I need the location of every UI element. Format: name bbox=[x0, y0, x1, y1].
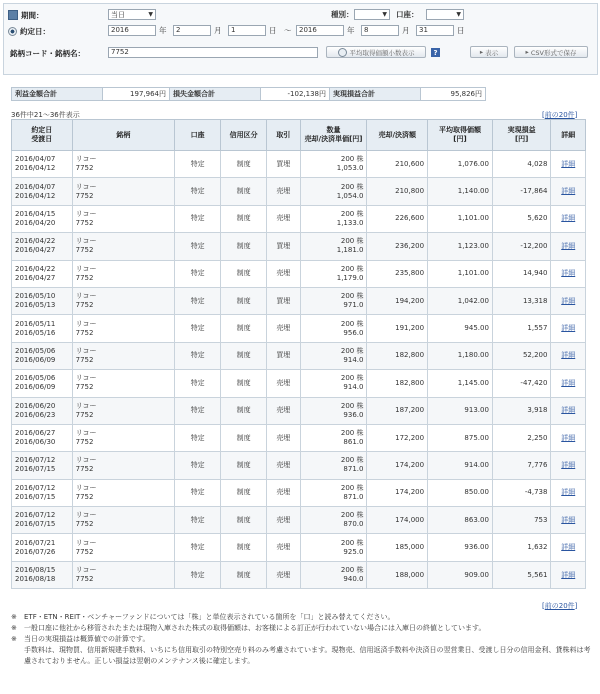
table-row bbox=[12, 151, 586, 178]
cell-pl: 5,620 bbox=[492, 205, 551, 232]
cell-avg: 909.00 bbox=[428, 561, 493, 588]
detail-link[interactable]: 詳細 bbox=[561, 515, 576, 524]
cell-date: 2016/04/22 2016/04/27 bbox=[12, 233, 73, 260]
cell-credit: 制度 bbox=[221, 205, 267, 232]
cell-date: 2016/05/11 2016/05/16 bbox=[12, 315, 73, 342]
cell-avg: 913.00 bbox=[428, 397, 493, 424]
avg-price-toggle[interactable]: 平均取得価額小数表示 bbox=[326, 46, 426, 58]
cell-date: 2016/04/07 2016/04/12 bbox=[12, 151, 73, 178]
cell-amount: 235,800 bbox=[367, 260, 428, 287]
cell-qty: 200 株 914.0 bbox=[300, 342, 367, 369]
cell-trade: 売埋 bbox=[267, 534, 300, 561]
cell-trade: 売埋 bbox=[267, 507, 300, 534]
period-row bbox=[8, 7, 44, 23]
cell-amount: 188,000 bbox=[367, 561, 428, 588]
detail-link[interactable]: 詳細 bbox=[561, 406, 576, 415]
cell-pl: 2,250 bbox=[492, 424, 551, 451]
cell-pl: 753 bbox=[492, 507, 551, 534]
table-row bbox=[12, 260, 586, 287]
cell-date: 2016/07/12 2016/07/15 bbox=[12, 452, 73, 479]
cell-avg: 850.00 bbox=[428, 479, 493, 506]
cell-qty: 200 株 1,133.0 bbox=[300, 205, 367, 232]
cell-pl: 14,940 bbox=[492, 260, 551, 287]
cell-stock: リコー 7752 bbox=[72, 178, 174, 205]
table-row bbox=[12, 178, 586, 205]
cell-credit: 制度 bbox=[221, 397, 267, 424]
header-avg: 平均取得価額 [円] bbox=[428, 120, 493, 151]
cell-credit: 制度 bbox=[221, 233, 267, 260]
cell-amount: 174,000 bbox=[367, 507, 428, 534]
cell-pl: 4,028 bbox=[492, 151, 551, 178]
detail-link[interactable]: 詳細 bbox=[561, 570, 576, 579]
table-row bbox=[12, 287, 586, 314]
month-unit: 月 bbox=[402, 26, 410, 35]
header-qty: 数量 売却/決済単価[円] bbox=[300, 120, 367, 151]
note-text: 手数料は、現物買、信用新規建手数料、いちにち信用取引の特別空売り料のみ考慮されています。現物売、信用返済手数料や決済日の翌営業日、受渡し日分の信用金利、貸株料は考慮されておりません。正しい損益は翌朝のメンテナンス後に確定します。 bbox=[24, 646, 591, 665]
table-row bbox=[12, 507, 586, 534]
cell-stock: リコー 7752 bbox=[72, 424, 174, 451]
cell-avg: 1,101.00 bbox=[428, 260, 493, 287]
detail-link[interactable]: 詳細 bbox=[561, 214, 576, 223]
cell-avg: 1,101.00 bbox=[428, 205, 493, 232]
prev-link-bottom[interactable]: [前の20件] bbox=[542, 602, 578, 610]
table-row bbox=[12, 452, 586, 479]
cell-trade: 買埋 bbox=[267, 151, 300, 178]
type-select[interactable] bbox=[354, 9, 390, 20]
cell-credit: 制度 bbox=[221, 370, 267, 397]
cell-account: 特定 bbox=[175, 233, 221, 260]
cell-stock: リコー 7752 bbox=[72, 452, 174, 479]
cell-credit: 制度 bbox=[221, 561, 267, 588]
detail-link[interactable]: 詳細 bbox=[561, 241, 576, 250]
cell-pl: 7,776 bbox=[492, 452, 551, 479]
cell-credit: 制度 bbox=[221, 452, 267, 479]
cell-date: 2016/04/22 2016/04/27 bbox=[12, 260, 73, 287]
cell-date: 2016/05/06 2016/06/09 bbox=[12, 342, 73, 369]
cell-detail[interactable] bbox=[551, 342, 586, 369]
cell-trade: 売埋 bbox=[267, 452, 300, 479]
header-detail: 詳細 bbox=[551, 120, 586, 151]
detail-link[interactable]: 詳細 bbox=[561, 351, 576, 360]
cell-avg: 1,140.00 bbox=[428, 178, 493, 205]
account-label: 口座： bbox=[396, 10, 419, 19]
cell-avg: 936.00 bbox=[428, 534, 493, 561]
prev-link-top[interactable]: [前の20件] bbox=[542, 111, 578, 119]
cell-account: 特定 bbox=[175, 205, 221, 232]
cell-pl: 3,918 bbox=[492, 397, 551, 424]
chevron-down-icon: ▼ bbox=[456, 11, 461, 18]
date-radio[interactable] bbox=[8, 27, 17, 36]
cell-amount: 210,600 bbox=[367, 151, 428, 178]
cell-amount: 185,000 bbox=[367, 534, 428, 561]
header-date: 約定日 受渡日 bbox=[12, 120, 73, 151]
table-row bbox=[12, 424, 586, 451]
to-month-input[interactable]: 8 bbox=[361, 25, 399, 36]
code-row bbox=[10, 45, 85, 61]
cell-avg: 945.00 bbox=[428, 315, 493, 342]
cell-account: 特定 bbox=[175, 397, 221, 424]
realized-label: 実現損益合計 bbox=[330, 88, 421, 101]
cell-trade: 買埋 bbox=[267, 342, 300, 369]
period-select[interactable]: 当日 ▼ bbox=[108, 9, 156, 20]
detail-link[interactable]: 詳細 bbox=[561, 159, 576, 168]
period-icon bbox=[8, 10, 18, 20]
note-text: ETF・ETN・REIT・ベンチャーファンドについては「株」と単位表示されている箇所を「口」と読み替えてください。 bbox=[24, 613, 395, 621]
cell-amount: 194,200 bbox=[367, 287, 428, 314]
cell-amount: 174,200 bbox=[367, 479, 428, 506]
code-input[interactable]: 7752 bbox=[108, 47, 318, 58]
cell-avg: 1,076.00 bbox=[428, 151, 493, 178]
note-mark: ※ bbox=[11, 635, 17, 643]
detail-link[interactable]: 詳細 bbox=[561, 296, 576, 305]
chevron-down-icon: ▼ bbox=[382, 11, 387, 18]
code-label: 銘柄コード・銘柄名： bbox=[10, 48, 85, 58]
cell-trade: 売埋 bbox=[267, 370, 300, 397]
detail-link[interactable]: 詳細 bbox=[561, 488, 576, 497]
cell-detail[interactable] bbox=[551, 534, 586, 561]
table-row bbox=[12, 342, 586, 369]
cell-credit: 制度 bbox=[221, 507, 267, 534]
cell-stock: リコー 7752 bbox=[72, 260, 174, 287]
cell-trade: 買埋 bbox=[267, 233, 300, 260]
detail-link[interactable]: 詳細 bbox=[561, 460, 576, 469]
cell-detail[interactable] bbox=[551, 479, 586, 506]
from-year-input[interactable]: 2016 bbox=[108, 25, 156, 36]
cell-account: 特定 bbox=[175, 452, 221, 479]
cell-date: 2016/05/06 2016/06/09 bbox=[12, 370, 73, 397]
cell-date: 2016/04/15 2016/04/20 bbox=[12, 205, 73, 232]
cell-stock: リコー 7752 bbox=[72, 342, 174, 369]
month-unit: 月 bbox=[214, 26, 222, 35]
cell-date: 2016/07/12 2016/07/15 bbox=[12, 507, 73, 534]
cell-qty: 200 株 914.0 bbox=[300, 370, 367, 397]
table-row bbox=[12, 534, 586, 561]
day-unit: 日 bbox=[457, 26, 465, 35]
note-item bbox=[11, 612, 591, 623]
summary-table bbox=[11, 87, 486, 101]
table-row bbox=[12, 370, 586, 397]
cell-qty: 200 株 940.0 bbox=[300, 561, 367, 588]
cell-detail[interactable] bbox=[551, 370, 586, 397]
period-label: 期間： bbox=[21, 10, 44, 20]
cell-amount: 191,200 bbox=[367, 315, 428, 342]
cell-pl: 52,200 bbox=[492, 342, 551, 369]
cell-stock: リコー 7752 bbox=[72, 479, 174, 506]
cell-date: 2016/05/10 2016/05/13 bbox=[12, 287, 73, 314]
note-mark: ※ bbox=[11, 624, 17, 632]
type-label: 種別： bbox=[331, 10, 354, 19]
table-row bbox=[12, 397, 586, 424]
cell-qty: 200 株 1,181.0 bbox=[300, 233, 367, 260]
header-credit: 信用区分 bbox=[221, 120, 267, 151]
cell-amount: 182,800 bbox=[367, 370, 428, 397]
cell-trade: 売埋 bbox=[267, 205, 300, 232]
cell-date: 2016/07/12 2016/07/15 bbox=[12, 479, 73, 506]
cell-detail[interactable] bbox=[551, 452, 586, 479]
cell-avg: 1,042.00 bbox=[428, 287, 493, 314]
cell-detail[interactable] bbox=[551, 260, 586, 287]
cell-date: 2016/07/21 2016/07/26 bbox=[12, 534, 73, 561]
help-icon[interactable]: ? bbox=[431, 48, 440, 57]
cell-credit: 制度 bbox=[221, 342, 267, 369]
cell-amount: 182,800 bbox=[367, 342, 428, 369]
cell-stock: リコー 7752 bbox=[72, 151, 174, 178]
cell-account: 特定 bbox=[175, 178, 221, 205]
cell-date: 2016/08/15 2016/08/18 bbox=[12, 561, 73, 588]
cell-detail[interactable] bbox=[551, 315, 586, 342]
cell-amount: 187,200 bbox=[367, 397, 428, 424]
cell-trade: 売埋 bbox=[267, 561, 300, 588]
cell-trade: 売埋 bbox=[267, 397, 300, 424]
cell-stock: リコー 7752 bbox=[72, 315, 174, 342]
header-pl: 実現損益 [円] bbox=[492, 120, 551, 151]
day-unit: 日 bbox=[269, 26, 277, 35]
cell-amount: 172,200 bbox=[367, 424, 428, 451]
cell-detail[interactable] bbox=[551, 397, 586, 424]
trade-history-table bbox=[11, 119, 586, 589]
cell-account: 特定 bbox=[175, 260, 221, 287]
cell-credit: 制度 bbox=[221, 260, 267, 287]
profit-value: 197,964円 bbox=[103, 88, 170, 101]
cell-pl: 1,632 bbox=[492, 534, 551, 561]
cell-stock: リコー 7752 bbox=[72, 534, 174, 561]
cell-credit: 制度 bbox=[221, 479, 267, 506]
loss-label: 損失金額合計 bbox=[170, 88, 261, 101]
cell-qty: 200 株 861.0 bbox=[300, 424, 367, 451]
cell-pl: -47,420 bbox=[492, 370, 551, 397]
cell-avg: 1,145.00 bbox=[428, 370, 493, 397]
cell-account: 特定 bbox=[175, 507, 221, 534]
cell-avg: 863.00 bbox=[428, 507, 493, 534]
cell-qty: 200 株 871.0 bbox=[300, 479, 367, 506]
table-row bbox=[12, 205, 586, 232]
search-panel bbox=[3, 3, 598, 75]
avg-price-radio bbox=[338, 48, 347, 57]
cell-credit: 制度 bbox=[221, 315, 267, 342]
note-item bbox=[11, 645, 591, 667]
cell-trade: 売埋 bbox=[267, 424, 300, 451]
cell-account: 特定 bbox=[175, 370, 221, 397]
cell-detail[interactable] bbox=[551, 287, 586, 314]
cell-pl: -4,738 bbox=[492, 479, 551, 506]
cell-account: 特定 bbox=[175, 424, 221, 451]
cell-stock: リコー 7752 bbox=[72, 233, 174, 260]
cell-avg: 1,180.00 bbox=[428, 342, 493, 369]
range-tilde: ～ bbox=[284, 26, 292, 35]
cell-detail[interactable] bbox=[551, 561, 586, 588]
cell-qty: 200 株 1,054.0 bbox=[300, 178, 367, 205]
cell-avg: 875.00 bbox=[428, 424, 493, 451]
cell-amount: 226,600 bbox=[367, 205, 428, 232]
cell-date: 2016/06/20 2016/06/23 bbox=[12, 397, 73, 424]
cell-trade: 売埋 bbox=[267, 178, 300, 205]
to-year-input[interactable]: 2016 bbox=[296, 25, 344, 36]
table-row bbox=[12, 561, 586, 588]
account-select[interactable] bbox=[426, 9, 464, 20]
detail-link[interactable]: 詳細 bbox=[561, 543, 576, 552]
display-button[interactable]: ▸ 表示 bbox=[470, 46, 508, 58]
cell-stock: リコー 7752 bbox=[72, 507, 174, 534]
cell-credit: 制度 bbox=[221, 534, 267, 561]
cell-avg: 1,123.00 bbox=[428, 233, 493, 260]
detail-link[interactable]: 詳細 bbox=[561, 187, 576, 196]
cell-qty: 200 株 1,053.0 bbox=[300, 151, 367, 178]
cell-detail[interactable] bbox=[551, 205, 586, 232]
note-mark bbox=[11, 645, 20, 667]
cell-qty: 200 株 870.0 bbox=[300, 507, 367, 534]
header-stock: 銘柄 bbox=[72, 120, 174, 151]
cell-trade: 売埋 bbox=[267, 315, 300, 342]
cell-account: 特定 bbox=[175, 315, 221, 342]
date-row bbox=[8, 23, 50, 39]
cell-detail[interactable] bbox=[551, 151, 586, 178]
table-row bbox=[12, 233, 586, 260]
table-header bbox=[12, 120, 586, 151]
header-amount: 売却/決済額 bbox=[367, 120, 428, 151]
cell-credit: 制度 bbox=[221, 178, 267, 205]
cell-credit: 制度 bbox=[221, 287, 267, 314]
cell-pl: 13,318 bbox=[492, 287, 551, 314]
cell-qty: 200 株 1,179.0 bbox=[300, 260, 367, 287]
cell-account: 特定 bbox=[175, 287, 221, 314]
profit-label: 利益金額合計 bbox=[12, 88, 103, 101]
cell-qty: 200 株 925.0 bbox=[300, 534, 367, 561]
cell-detail[interactable] bbox=[551, 178, 586, 205]
table-row bbox=[12, 315, 586, 342]
cell-trade: 売埋 bbox=[267, 260, 300, 287]
note-item bbox=[11, 623, 591, 634]
cell-pl: -17,864 bbox=[492, 178, 551, 205]
note-text: 当日の実現損益は概算値での計算です。 bbox=[24, 635, 150, 643]
note-text: 一般口座に他社から移管されたまたは現物入庫された株式の取得価額は、お客様による訂正が行われていない場合には入庫日の終値としています。 bbox=[24, 624, 486, 632]
cell-account: 特定 bbox=[175, 342, 221, 369]
from-month-input[interactable]: 2 bbox=[173, 25, 211, 36]
result-count: 36件中21～36件表示 bbox=[11, 111, 80, 119]
from-day-input[interactable]: 1 bbox=[228, 25, 266, 36]
cell-account: 特定 bbox=[175, 534, 221, 561]
cell-pl: -12,200 bbox=[492, 233, 551, 260]
cell-stock: リコー 7752 bbox=[72, 370, 174, 397]
cell-stock: リコー 7752 bbox=[72, 287, 174, 314]
detail-link[interactable]: 詳細 bbox=[561, 324, 576, 333]
cell-avg: 914.00 bbox=[428, 452, 493, 479]
cell-detail[interactable] bbox=[551, 424, 586, 451]
cell-amount: 236,200 bbox=[367, 233, 428, 260]
realized-value: 95,826円 bbox=[421, 88, 486, 101]
detail-link[interactable]: 詳細 bbox=[561, 269, 576, 278]
note-mark: ※ bbox=[11, 613, 17, 621]
cell-pl: 1,557 bbox=[492, 315, 551, 342]
cell-qty: 200 株 871.0 bbox=[300, 452, 367, 479]
notes bbox=[11, 612, 591, 667]
header-account: 口座 bbox=[175, 120, 221, 151]
cell-account: 特定 bbox=[175, 479, 221, 506]
note-item bbox=[11, 634, 591, 645]
cell-date: 2016/06/27 2016/06/30 bbox=[12, 424, 73, 451]
cell-stock: リコー 7752 bbox=[72, 205, 174, 232]
header-trade: 取引 bbox=[267, 120, 300, 151]
cell-qty: 200 株 936.0 bbox=[300, 397, 367, 424]
cell-date: 2016/04/07 2016/04/12 bbox=[12, 178, 73, 205]
cell-credit: 制度 bbox=[221, 151, 267, 178]
cell-amount: 174,200 bbox=[367, 452, 428, 479]
table-row bbox=[12, 479, 586, 506]
chevron-down-icon: ▼ bbox=[148, 11, 153, 18]
detail-link[interactable]: 詳細 bbox=[561, 433, 576, 442]
date-label: 約定日： bbox=[20, 26, 50, 36]
cell-detail[interactable] bbox=[551, 233, 586, 260]
cell-stock: リコー 7752 bbox=[72, 397, 174, 424]
cell-pl: 5,561 bbox=[492, 561, 551, 588]
year-unit: 年 bbox=[347, 26, 355, 35]
cell-qty: 200 株 956.0 bbox=[300, 315, 367, 342]
to-day-input[interactable]: 31 bbox=[416, 25, 454, 36]
cell-account: 特定 bbox=[175, 561, 221, 588]
cell-trade: 買埋 bbox=[267, 287, 300, 314]
cell-stock: リコー 7752 bbox=[72, 561, 174, 588]
cell-amount: 210,800 bbox=[367, 178, 428, 205]
cell-account: 特定 bbox=[175, 151, 221, 178]
cell-credit: 制度 bbox=[221, 424, 267, 451]
cell-detail[interactable] bbox=[551, 507, 586, 534]
cell-qty: 200 株 971.0 bbox=[300, 287, 367, 314]
loss-value: -102,138円 bbox=[261, 88, 330, 101]
detail-link[interactable]: 詳細 bbox=[561, 378, 576, 387]
year-unit: 年 bbox=[159, 26, 167, 35]
csv-save-button[interactable]: ▸ CSV形式で保存 bbox=[514, 46, 588, 58]
cell-trade: 売埋 bbox=[267, 479, 300, 506]
